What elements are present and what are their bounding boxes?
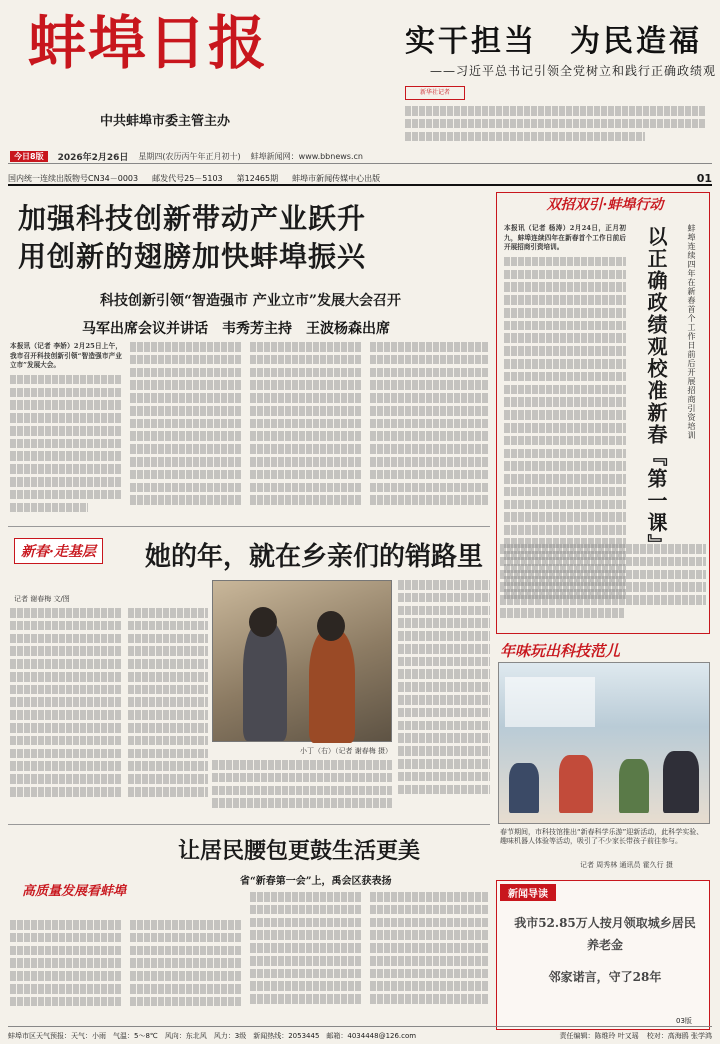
lead-headline-line-2: 用创新的翅膀加快蚌埠振兴: [18, 240, 367, 273]
action-vertical-subtitle: 蚌埠连续四年在新春首个工作日前后开展招商引资培训: [687, 224, 696, 440]
date-bar: [8, 150, 712, 164]
action-banner[interactable]: 双招双引·蚌埠行动: [546, 197, 664, 213]
publisher: 蚌埠市新闻传媒中心出版: [292, 173, 381, 183]
photo-child-3: [619, 759, 649, 813]
photo-child-1: [509, 763, 539, 813]
lead-byline: 本报讯（记者 李娇）2月25日上午，我市召开科技创新引领“智造强市产业立市”发展大会。: [10, 342, 122, 370]
footer-proofreader: 校对：高海鸥 张学鸿: [646, 1032, 712, 1040]
section-divider: [8, 526, 490, 527]
story3-col-1: [10, 920, 122, 1020]
lead-subtitle: 科技创新引领“智造强市 产业立市”发展大会召开: [100, 293, 401, 309]
quote-article-body: [405, 86, 705, 142]
photo-child-4: [663, 751, 699, 813]
photo-child-2: [559, 755, 593, 813]
story3-col-4: [370, 892, 488, 1020]
feature-article-col-2: [128, 608, 208, 816]
post-code: 邮发代号25－5103: [152, 173, 223, 183]
nianwei-caption: 春节期间，市科技馆推出“新春科学乐游”迎新活动，此科学实验、趣味机器人体验等活动，吸引了不少家长带孩子前往参与。: [500, 828, 704, 845]
quote-article-badge: 新华社记者: [405, 86, 465, 100]
quote-headline[interactable]: 实干担当 为民造福: [405, 24, 702, 59]
feature-article-col-3: [212, 760, 392, 820]
lead-article-col-3: [250, 342, 362, 518]
cn-number: 国内统一连续出版物号CN34－0003: [8, 173, 139, 183]
action-byline: 本报讯（记者 杨涛）2月24日，正月初九，蚌埠连续四年在新春首个工作日前后开展招商引资培训。: [504, 224, 626, 252]
website-link[interactable]: 蚌埠新闻网：www.bbnews.cn: [250, 152, 363, 161]
issue-weekday: 星期四(农历丙午年正月初十): [138, 152, 241, 161]
quote-subline: ——习近平总书记引领全党树立和践行正确政绩观: [430, 64, 717, 78]
masthead-subtitle: 中共蚌埠市委主管主办: [100, 114, 231, 129]
lead-headline[interactable]: [18, 200, 488, 276]
feature-photo: [212, 580, 392, 742]
story3-headline[interactable]: 让居民腰包更鼓生活更美: [178, 838, 421, 864]
publication-info-bar: [8, 172, 712, 186]
photo-figure-right: [309, 629, 355, 743]
footer-editor: 责任编辑：陈维玲 叶又瑶: [559, 1032, 639, 1040]
feature-section-tag: 新春·走基层: [14, 538, 103, 564]
photo-figure-left-head: [249, 607, 277, 637]
news-guide-item-2[interactable]: 邻家诺言，守了28年: [548, 970, 662, 984]
news-guide-tag: 新闻导读: [500, 884, 556, 901]
story3-col-3: [250, 892, 362, 1020]
lead-article-col-4: [370, 342, 488, 518]
photo-figure-right-head: [317, 611, 345, 641]
photo-exhibit-panel: [505, 677, 595, 727]
today-pages-badge: 今日8版: [10, 151, 48, 162]
lead-article-col-2: [130, 342, 242, 518]
issue-date: 2026年2月26日: [57, 153, 129, 163]
photo-figure-left: [243, 621, 287, 741]
feature-byline: 记者 谢春梅 文/图: [14, 595, 70, 603]
action-article-continued: [500, 544, 706, 630]
story3-section-tag: 高质量发展看蚌埠: [22, 884, 127, 899]
story3-col-2: [130, 920, 242, 1020]
action-vertical-headline[interactable]: 以正确政绩观校准新春『第一课』: [644, 226, 668, 556]
issue-number: 第12465期: [236, 173, 279, 183]
lead-attendees: 马军出席会议并讲话 韦秀芳主持 王波杨森出席: [82, 321, 390, 337]
story3-subtitle: 省“新春第一会”上，禹会区获表扬: [240, 876, 392, 887]
feature-article-col-1: [10, 608, 122, 816]
page-footer: [8, 1026, 712, 1041]
lead-headline-line-1: 加强科技创新带动产业跃升: [18, 202, 367, 235]
nianwei-credit: 记者 周秀林 通讯员 霍久行 摄: [580, 861, 673, 869]
newspaper-masthead-logo: 蚌埠日报: [28, 9, 269, 77]
feature-photo-caption: 小丁（右）（记者 谢春梅 摄）: [300, 747, 392, 755]
feature-headline[interactable]: 她的年，就在乡亲们的销路里: [145, 542, 484, 572]
lead-article-col-1: [10, 342, 122, 518]
footer-weather: 蚌埠市区天气预报：天气：小雨 气温：5～8℃ 风向：东北风 风力：3级 新闻热线：2053445 邮箱：4034448@126.com: [8, 1032, 417, 1040]
feature-article-col-4: [398, 580, 490, 818]
news-guide-item-1[interactable]: 我市52.85万人按月领取城乡居民养老金: [514, 916, 696, 952]
nianwei-photo: [498, 662, 710, 824]
news-guide-page-ref[interactable]: 03版: [676, 1017, 692, 1025]
page-number: 01: [696, 171, 712, 185]
section-divider-2: [8, 824, 490, 825]
nianwei-headline[interactable]: 年味玩出科技范儿: [500, 642, 621, 660]
